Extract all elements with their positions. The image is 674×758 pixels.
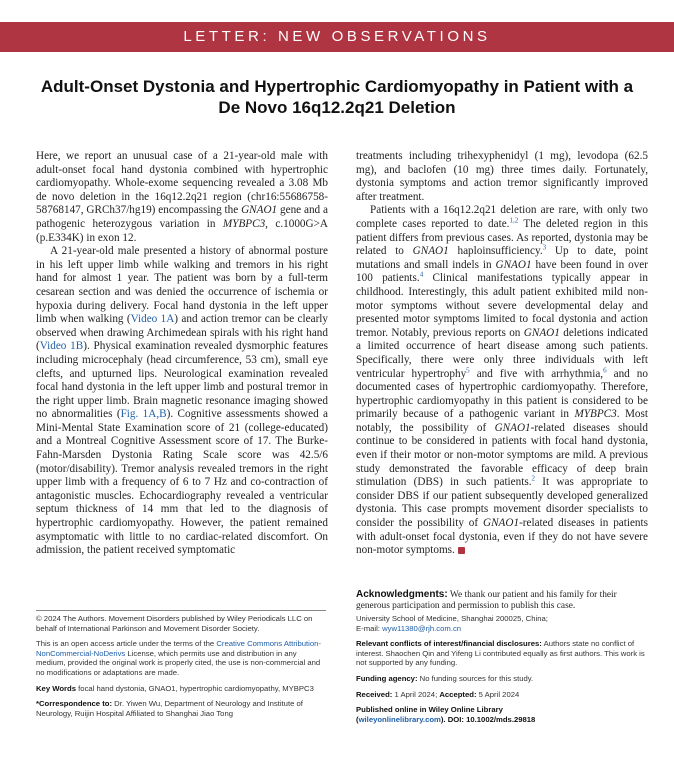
figure-video-link[interactable]: Video 1B — [39, 340, 84, 353]
citation-ref[interactable]: 4 — [419, 270, 424, 279]
text-run: It was appropriate to consider DBS if our patient subsequently developed generalized dystonia. This case prompts movement disorder specialists to consider the possibility of — [356, 476, 648, 530]
gene-name: GNAO1 — [523, 326, 560, 339]
license-link[interactable]: Creative Commons Attribution-NonCommercial-NoDerivs — [36, 639, 322, 658]
accepted-date: 5 April 2024 — [478, 689, 520, 699]
citation-ref[interactable]: 6 — [603, 365, 607, 374]
left-paragraph — [36, 150, 328, 245]
copyright-note: © 2024 The Authors. Movement Disorders published by Wiley Periodicals LLC on behalf of International Parkinson and Movement Disorder Society. — [36, 614, 313, 633]
gene-name: GNAO1 — [494, 421, 531, 434]
conflicts-text: Authors state no conflict of interest. Shaochen Qin and Yifeng Li contributed equally as first authors. This work is not supported by any funding. — [356, 639, 645, 668]
gene-name: GNAO1 — [412, 245, 449, 258]
doi: DOI: 10.1002/mds.29818 — [447, 714, 536, 724]
gene-name: GNAO1 — [483, 517, 520, 530]
text-run: Patients with a 16q12.2q21 deletion are rare, with only two complete cases reported to date. — [356, 204, 648, 230]
body-column-right — [356, 150, 648, 558]
footnotes-left — [36, 614, 328, 724]
right-paragraph — [356, 150, 648, 204]
text-run: The deleted region in this patient differs from previous cases. As reported, dystonia may be related to — [356, 217, 648, 258]
conflicts-note — [356, 639, 648, 668]
acknowledgments-label: Acknowledgments: — [356, 589, 448, 600]
keywords-label: Key Words — [36, 683, 77, 693]
article-title: Adult-Onset Dystonia and Hypertrophic Cardiomyopathy in Patient with a De Novo 16q12.2q21 Deletion — [40, 77, 634, 117]
correspondence — [36, 699, 328, 718]
body-column-left — [36, 150, 328, 558]
left-paragraph — [36, 245, 328, 558]
text-run: . Most notably, the possibility of — [356, 408, 648, 434]
gene-name: GNAO1 — [241, 204, 278, 217]
open-access-note — [36, 639, 328, 677]
correspondence-label: *Correspondence to: — [36, 699, 113, 709]
acknowledgments — [356, 589, 648, 612]
affiliation-continued: University School of Medicine, Shanghai 200025, China; — [356, 614, 548, 623]
funding-label: Funding agency: — [356, 673, 418, 683]
text-run: have been found in over 100 patients. — [356, 258, 648, 285]
received-label: Received: — [356, 689, 393, 699]
published-line: Published online in Wiley Online Library — [356, 705, 503, 715]
keywords — [36, 684, 328, 694]
text-run: A 21-year-old male presented a history of abnormal posture in his left upper limb while walking and tremors in his right hand for almost 1 year. The patient was born by a full-term cesarean section and was denied the occurrence of ischemia or hypoxia during delivery. Focal hand dystonia in the left upper limb when walking ( — [36, 245, 328, 326]
figure-video-link[interactable]: Video 1A — [130, 313, 175, 326]
correspondence-text: Dr. Yiwen Wu, Department of Neurology and Institute of Neurology, Ruijin Hospital Affiliated to Shanghai Jiao Tong — [36, 699, 303, 718]
text-run: , c.1000G>A (p.E334K) in exon 12. — [36, 217, 328, 244]
conflicts-label: Relevant conflicts of interest/financial disclosures: — [356, 639, 542, 649]
text-run: Up to date, point mutations and small indels in — [356, 245, 648, 271]
text-run: and five with arrhythmia, — [469, 367, 604, 380]
funding-text: No funding sources for this study. — [419, 673, 534, 683]
open-access-text-after: License, which permits use and distribution in any medium, provided the original work is properly cited, the use is non-commercial and no modifications or adaptations are made. — [36, 648, 321, 677]
gene-name: GNAO1 — [495, 258, 532, 271]
text-run: treatments including trihexyphenidyl (1 mg), levodopa (62.5 mg), and baclofen (10 mg) three times daily. Fortunately, dystonia symptoms and action tremor significantly improved after treatment. — [356, 150, 648, 203]
end-of-article-mark — [458, 547, 465, 554]
footnote-divider — [36, 610, 326, 611]
footnotes-right — [356, 614, 648, 724]
text-run: Clinical manifestations typically appear in childhood. Interestingly, this adult patient exhibited mild non-motor symptoms without severe developmental delay and presented motor symptoms limited to focal dystonia and action tremor. Notably, previous reports on — [356, 272, 648, 339]
section-banner: LETTER: NEW OBSERVATIONS — [0, 22, 674, 52]
text-run: -related diseases should continue to be considered in patients with focal hand dystonia, even if their motor or non-motor symptoms are mild. A previous study demonstrated the favorable efficacy of deep brain stimulation (DBS) in such patients. — [356, 421, 648, 489]
figure-video-link[interactable]: Fig. 1A,B — [120, 408, 167, 421]
wiley-library-link[interactable]: wileyonlinelibrary.com — [358, 714, 441, 724]
gene-name: MYBPC3 — [222, 217, 266, 230]
funding-note — [356, 674, 648, 684]
text-run: -related diseases in patients with adult-onset focal dystonia, even if they do not have severe non-motor symptoms. — [356, 517, 648, 557]
received-date: 1 April 2024 — [394, 689, 436, 699]
open-access-text-before: This is an open access article under the terms of the — [36, 639, 217, 649]
keywords-text: focal hand dystonia, GNAO1, hypertrophic cardiomyopathy, MYBPC3 — [78, 683, 314, 693]
citation-ref[interactable]: 2 — [531, 474, 535, 483]
email-link[interactable]: wyw11380@rjh.com.cn — [382, 623, 462, 633]
text-run: and no documented cases of hypertrophic cardiomyopathy. Therefore, hypertrophic cardiomyopathy in this patient is considered to be primarily because of a pathogenic variant in — [356, 367, 648, 421]
publication-info: Published online in Wiley Online Library (wileyonlinelibrary.com). DOI: 10.1002/mds.29818 — [356, 705, 536, 724]
text-run: gene and a pathogenic heterozygous variation in — [36, 204, 328, 230]
right-paragraph — [356, 204, 648, 557]
citation-ref[interactable]: 1,2 — [509, 216, 519, 225]
text-run: haploinsufficiency. — [448, 245, 543, 258]
dates-line: Received: 1 April 2024; Accepted: 5 April 2024 — [356, 689, 520, 699]
text-run: ) and action tremor can be clearly observed when drawing Archimedean spirals with his right hand ( — [36, 313, 328, 353]
citation-ref[interactable]: 3 — [542, 243, 547, 252]
text-run: deletions indicated a limited occurrence of heart disease among such patients. Specifically, there were only three individuals with left ventricular hypertrophy — [356, 326, 648, 380]
text-run: ). Cognitive assessments showed a Mini-Mental State Examination score of 21 (college-educated) and a Montreal Cognitive Assessment score of 17. The Burke-Fahn-Marsden Dystonia Rating Scale score was 42.5/6 (motor/disability). Tremor analysis revealed tremors in the right upper limb with a frequency of 6 to 7 Hz and co-contraction of antagonistic muscles. Echocardiography revealed a ventricular septum thickness of 14 mm that led to the diagnosis of hypertrophic cardiomyopathy. However, the patient remained asymptomatic with little to no cardiac-related discomfort. On admission, the patient received symptomatic — [36, 408, 329, 557]
email-line — [356, 624, 648, 634]
text-run: ). Physical examination revealed dysmorphic features including microcephaly (head circumference, 53 cm), small eye clefts, and upturned lips. Neurological examination revealed focal hand dystonia in the left upper limb and postural tremor in the right upper limb. Brain magnetic resonance imaging showed no abnormalities ( — [36, 340, 328, 421]
accepted-label: Accepted: — [439, 689, 477, 699]
text-run: Here, we report an unusual case of a 21-year-old male with adult-onset focal hand dystonia combined with hypertrophic cardiomyopathy. Whole-exome sequencing revealed a 3.08 Mb de novo deletion in the 16q12.2q21 region (chr16:55686758-58768147, GRCh37/hg19) encompassing the — [36, 150, 328, 217]
acknowledgments-text: We thank our patient and his family for their generous participation and permission to publish this case. — [356, 590, 617, 612]
citation-ref[interactable]: 5 — [466, 365, 470, 374]
gene-name: MYBPC3 — [574, 408, 617, 421]
email-label: E-mail: — [356, 623, 380, 633]
